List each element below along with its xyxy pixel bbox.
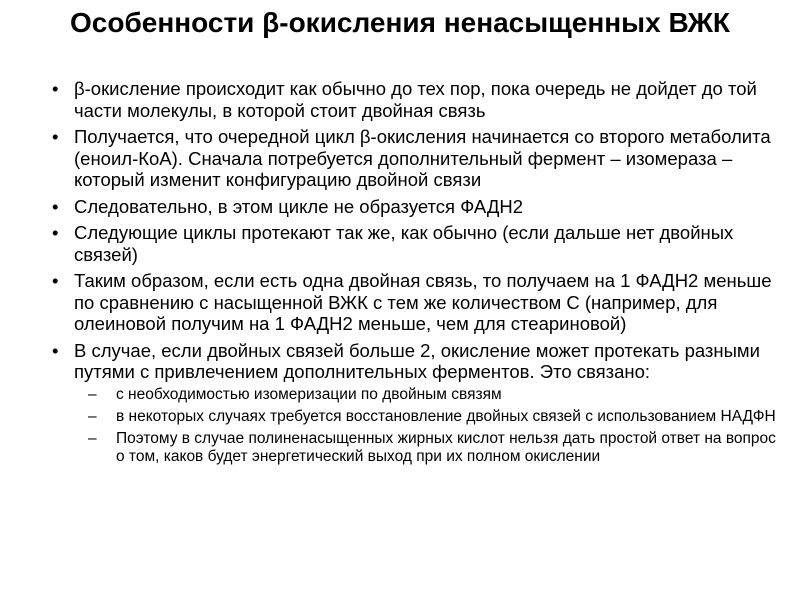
bullet-item: • Следовательно, в этом цикле не образуется ФАДН2 (52, 196, 782, 218)
bullet-item: • Таким образом, если есть одна двойная связь, то получаем на 1 ФАДН2 меньше по сравнению с насыщенной ВЖК с тем же количеством С (например, для олеиновой получим на 1 ФАДН2 меньше, чем для стеариновой) (52, 270, 782, 335)
bullet-item-with-subitems (52, 340, 782, 466)
bullet-item: • β-окисление происходит как обычно до тех пор, пока очередь не дойдет до той части молекулы, в которой стоит двойная связь (52, 78, 782, 121)
slide-title: Особенности β-окисления ненасыщенных ВЖК (70, 7, 730, 38)
sub-bullet-item: – Поэтому в случае полиненасыщенных жирных кислот нельзя дать простой ответ на вопрос о том, каков будет энергетический выход при их полном окислении (88, 430, 782, 466)
bullet-item: • Получается, что очередной цикл β-окисления начинается со второго метаболита (еноил-КоА). Сначала потребуется дополнительный фермент – изомераза – который изменит конфигурацию двойной связи (52, 126, 782, 191)
bullet-item: • Следующие циклы протекают так же, как обычно (если дальше нет двойных связей) (52, 222, 782, 265)
sub-bullet-item: – с необходимостью изомеризации по двойным связям (88, 386, 782, 404)
sub-bullet-list (74, 386, 782, 466)
bullet-item-text: В случае, если двойных связей больше 2, окисление может протекать разными путями с привлечением дополнительных ферментов. Это связано: (74, 339, 760, 382)
bullet-list (52, 78, 782, 471)
sub-bullet-item: – в некоторых случаях требуется восстановление двойных связей с использованием НАДФН (88, 408, 782, 426)
